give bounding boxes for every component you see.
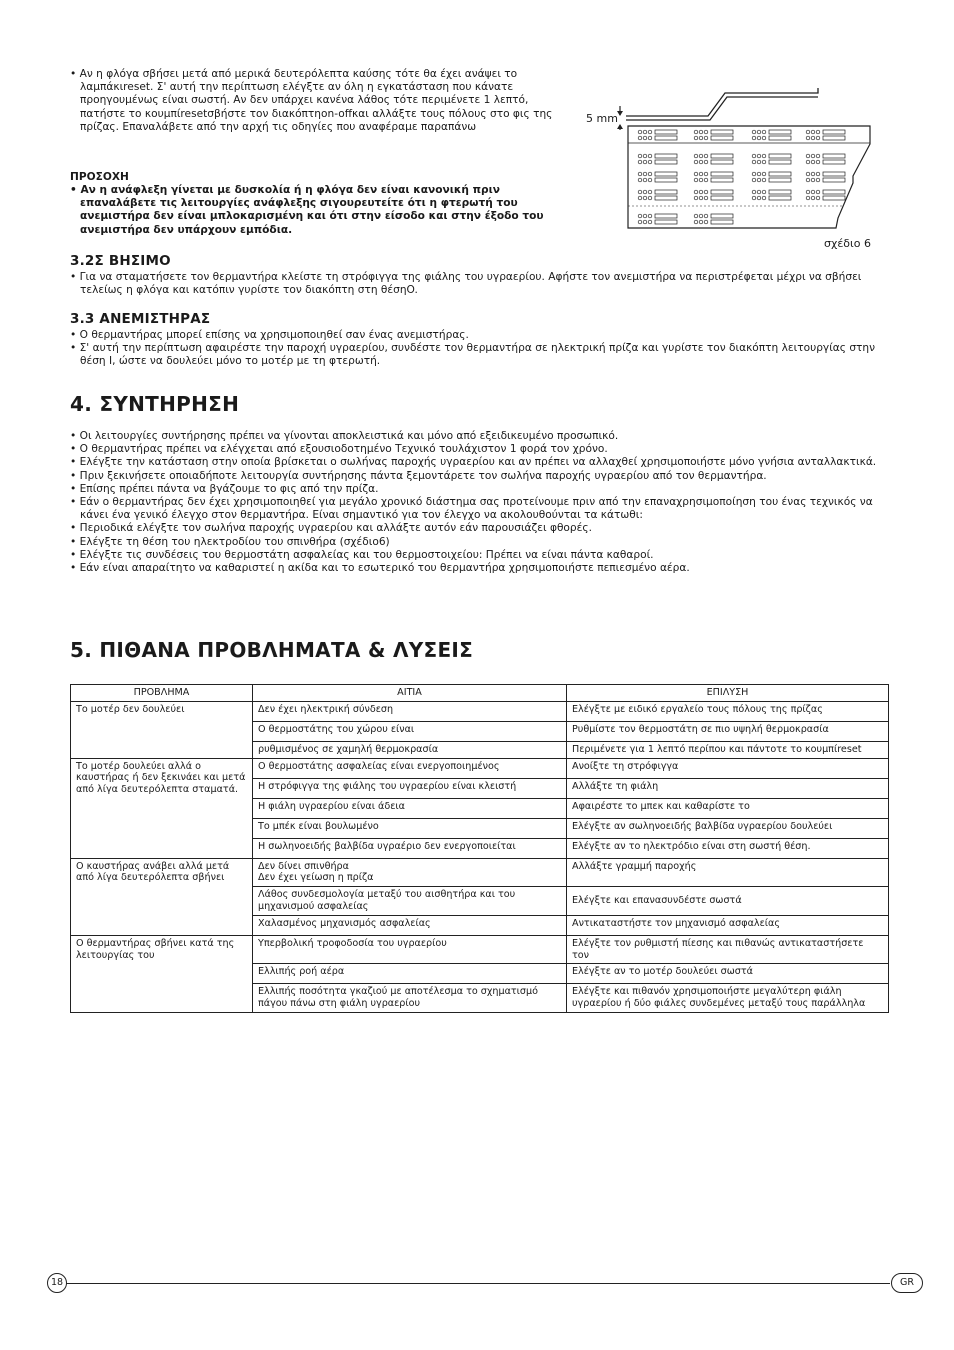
warning-text: • Αν η ανάφλεξη γίνεται με δυσκολία ή η φλόγα δεν είναι κανονική πριν επαναλάβετε τις λειτουργίες ανάφλεξης σιγουρευτείτε ότι η φτερωτή του ανεμιστήρα δεν είναι μπλοκαρισμένη και ότι στην είσοδο και στην έξοδο του ανεμιστήρα δεν υπάρχουν εμπόδια. [70,184,544,236]
cause-cell: Το μπέκ είναι βουλωμένο [253,818,567,838]
list-item: • Εάν είναι απαραίτητο να καθαριστεί η ακίδα και το εσωτερικό του θερμαντήρα χρησιμοποιήστε πεπιεσμένο αέρα. [70,562,690,575]
solution-cell: Ελέγξτε τον ρυθμιστή πίεσης και πιθανώς αντικαταστήσετε τον [567,935,889,964]
language-badge: GR [891,1273,923,1293]
page-number: 18 [47,1273,67,1293]
section-4-title: 4. ΣΥΝΤΗΡΗΣΗ [70,392,240,416]
cause-cell: Δεν δίνει σπινθήρα Δεν έχει γείωση η πρίζα [253,858,567,887]
problem-cell: Το μοτέρ δεν δουλεύει [71,701,253,758]
header-solution: ΕΠΙΛΥΣΗ [567,685,889,702]
solution-cell: Ελέγξτε αν το ηλεκτρόδιο είναι στη σωστή θέση. [567,838,889,858]
solution-cell: Ελέγξτε με ειδικό εργαλείο τους πόλους της πρίζας [567,701,889,721]
solution-cell: Αφαιρέστε το μπεκ και καθαρίστε το [567,798,889,818]
table-row [71,858,889,887]
cause-cell: Ο θερμοστάτης ασφαλείας είναι ενεργοποιημένος [253,758,567,778]
list-item: • Επίσης πρέπει πάντα να βγάζουμε το φις από την πρίζα. [70,482,379,495]
cause-cell: Χαλασμένος μηχανισμός ασφαλείας [253,915,567,935]
warning-title: ΠΡΟΣΟΧΗ [70,171,129,183]
troubleshooting-table [70,684,889,1013]
problem-cell: Ο θερμαντήρας σβήνει κατά της λειτουργίας του [71,935,253,1012]
list-item: • Ελέγξτε τις συνδέσεις του θερμοστάτη ασφαλείας και του θερμοστοιχείου: Πρέπει να είναι πάντα καθαροί. [70,548,654,561]
list-item: • Ο θερμαντήρας μπορεί επίσης να χρησιμοποιηθεί σαν ένας ανεμιστήρας. [70,329,469,341]
dimension-label: 5 mm [586,112,618,125]
section-3-2-title: 3.2Σ ΒΗΣΙΜΟ [70,253,171,269]
solution-cell: Ελέγξτε και επανασυνδέστε σωστά [567,887,889,916]
cause-cell: Δεν έχει ηλεκτρική σύνδεση [253,701,567,721]
intro-paragraph: • Αν η φλόγα σβήσει μετά από μερικά δευτερόλεπτα καύσης τότε θα έχει ανάψει το λαμπάκιreset. Σ' αυτή την περίπτωση ελέγξτε αν όλη η εγκατάσταση που κάνατε προηγουμένως είναι σωστή. Αν δεν υπάρχει κανένα λάθος τότε περιμένετε 1 λεπτό, πατήστε το κουμπίresetσβήστε τον διακόπτηon-offκαι αλλάξτε τους πόλους στο φις της πρίζας. Επαναλάβετε από την αρχή τις οδηγίες που αναφέραμε παραπάνω [70,68,553,133]
section-5-title: 5. ΠΙΘΑΝΑ ΠΡΟΒΛΗΜΑΤΑ & ΛΥΣΕΙΣ [70,638,474,662]
cause-cell: Η σωληνοειδής βαλβίδα υγραέριο δεν ενεργοποιείται [253,838,567,858]
list-item: • Περιοδικά ελέγξτε τον σωλήνα παροχής υγραερίου και αλλάξτε αυτόν εάν παρουσιάζει φθορές. [70,522,592,535]
cause-cell: Λάθος συνδεσμολογία μεταξύ του αισθητήρα και του μηχανισμού ασφαλείας [253,887,567,916]
figure-6 [568,78,888,253]
section-3-3-list [70,329,885,369]
cause-cell: Ελλιπής ποσότητα γκαζιού με αποτέλεσμα το σχηματισμό πάγου πάνω στη φιάλη υγραερίου [253,984,567,1013]
cause-cell: Ελλιπής ροή αέρα [253,964,567,984]
solution-cell: Αλλάξτε γραμμή παροχής [567,858,889,887]
cause-cell: ρυθμισμένος σε χαμηλή θερμοκρασία [253,741,567,758]
figure-caption: σχέδιο 6 [824,237,871,250]
electrode-diagram [568,78,888,253]
solution-cell: Ελέγξτε αν σωληνοειδής βαλβίδα υγραερίου δουλεύει [567,818,889,838]
solution-cell: Ανοίξτε τη στρόφιγγα [567,758,889,778]
section-3-3-title: 3.3 ΑΝΕΜΙΣΤΗΡΑΣ [70,311,211,327]
list-item: • Ελέγξτε την κατάσταση στην οποία βρίσκεται ο σωλήνας παροχής υγραερίου και αν πρέπει να αλλαχθεί χρησιμοποιήστε μόνο γνήσια ανταλλακτικά. [70,456,877,469]
table-row [71,758,889,778]
cause-cell: Η στρόφιγγα της φιάλης του υγραερίου είναι κλειστή [253,778,567,798]
list-item: • Οι λειτουργίες συντήρησης πρέπει να γίνονται αποκλειστικά και μόνο από εξειδικευμένο προσωπικό. [70,430,619,442]
cause-cell: Η φιάλη υγραερίου είναι άδεια [253,798,567,818]
solution-cell: Περιμένετε για 1 λεπτό περίπου και πάντοτε το κουμπίreset [567,741,889,758]
list-item: • Ο θερμαντήρας πρέπει να ελέγχεται από εξουσιοδοτημένο Τεχνικό τουλάχιστον 1 φορά τον χρόνο. [70,443,608,456]
problem-cell: Το μοτέρ δουλεύει αλλά ο καυστήρας ή δεν ξεκινάει και μετά από λίγα δευτερόλεπτα σταματά. [71,758,253,858]
solution-cell: Ελέγξτε και πιθανόν χρησιμοποιήστε μεγαλύτερη φιάλη υγραερίου ή δύο φιάλες συνδεμένες μεταξύ τους παράλληλα [567,984,889,1013]
section-3-2-text: • Για να σταματήσετε τον θερμαντήρα κλείστε τη στρόφιγγα της φιάλης του υγραερίου. Αφήστε τον ανεμιστήρα να περιστρέφεται μέχρι να σβήσει τελείως η φλόγα και κατόπιν γυρίστε τον διακόπτη στη θέσηO. [70,271,862,297]
problem-cell: Ο καυστήρας ανάβει αλλά μετά από λίγα δευτερόλεπτα σβήνει [71,858,253,935]
table-row [71,701,889,721]
solution-cell: Αλλάξτε τη φιάλη [567,778,889,798]
solution-cell: Ελέγξτε αν το μοτέρ δουλεύει σωστά [567,964,889,984]
cause-cell: Ο θερμοστάτης του χώρου είναι [253,721,567,741]
solution-cell: Αντικαταστήστε τον μηχανισμό ασφαλείας [567,915,889,935]
list-item: • Σ' αυτή την περίπτωση αφαιρέστε την παροχή υγραερίου, συνδέστε τον θερμαντήρα σε ηλεκτρική πρίζα και γυρίστε τον διακόπτη λειτουργίας στην θέση I, ώστε να δουλεύει μόνο το μοτέρ με τη φτερωτή. [70,342,876,368]
solution-cell: Ρυθμίστε τον θερμοστάτη σε πιο υψηλή θερμοκρασία [567,721,889,741]
header-problem: ΠΡΟΒΛΗΜΑ [71,685,253,702]
table-row [71,935,889,964]
footer-rule [66,1283,890,1284]
header-cause: ΑΙΤΙΑ [253,685,567,702]
list-item: • Εάν ο θερμαντήρας δεν έχει χρησιμοποιηθεί για μεγάλο χρονικό διάστημα σας προτείνουμε πριν από την επαναχρησιμοποίηση του ένας τεχνικός να κάνει ένα γενικό έλεγχο στον θερμαντήρα. Είναι σημαντικό για τον έλεγχο να ακολουθούνται τα κάτωθι: [70,496,873,522]
list-item: • Ελέγξτε τη θέση του ηλεκτροδίου του σπινθήρα (σχέδιο6) [70,535,390,548]
section-4-list [70,430,890,575]
list-item: • Πριν ξεκινήσετε οποιαδήποτε λειτουργία συντήρησης πάντα ξεμοντάρετε τον σωλήνα παροχής υγραερίου από τον θερμαντήρα. [70,469,767,482]
cause-cell: Υπερβολική τροφοδοσία του υγραερίου [253,935,567,964]
